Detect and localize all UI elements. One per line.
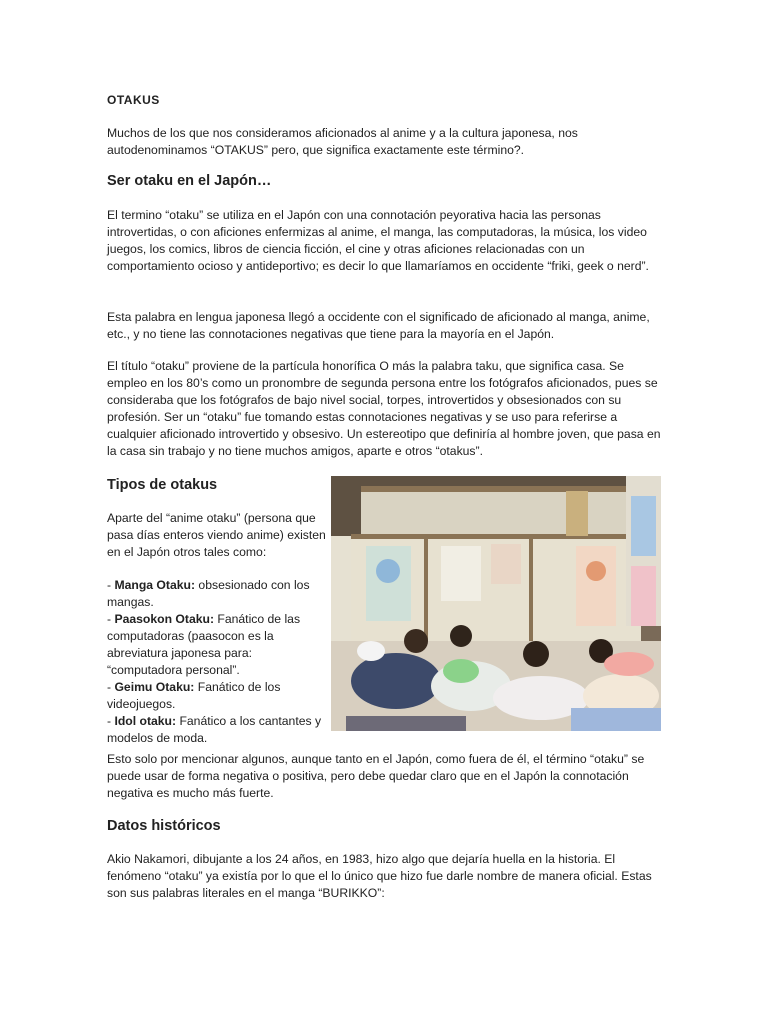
otaku-room-photo: [331, 476, 661, 731]
document-title: OTAKUS: [107, 93, 160, 107]
list-item-geimu-otaku: - Geimu Otaku: Fanático de los videojuegos.: [107, 680, 281, 711]
heading-ser-otaku: Ser otaku en el Japón…: [107, 173, 272, 189]
paragraph-ser-otaku-1: El termino “otaku” se utiliza en el Japón con una connotación peyorativa hacia las personas introvertidas, o con aficiones enfermizas al anime, el manga, las computadoras, la música, los video juegos, los comics, libros de ciencia ficción, el cine y otras aficiones relacionadas con un comportamiento ocioso y antideportivo; es decir lo que llamaríamos en occidente “friki, geek o nerd”.: [107, 208, 649, 273]
list-item-paasokon-otaku: - Paasokon Otaku: Fanático de las computadoras (paasocon es la abreviatura japonesa para: “computadora personal”.: [107, 612, 301, 677]
heading-datos-historicos: Datos históricos: [107, 818, 221, 834]
paragraph-datos-historicos: Akio Nakamori, dibujante a los 24 años, en 1983, hizo algo que dejaría huella en la historia. El fenómeno “otaku” ya existía por lo que el lo único que hizo fue darle nombre de manera oficial. Estas son sus palabras literales en el manga “BURIKKO”:: [107, 852, 652, 900]
intro-paragraph: Muchos de los que nos consideramos aficionados al anime y a la cultura japonesa, nos autodenominamos “OTAKUS” pero, que significa exactamente este término?.: [107, 126, 578, 157]
otaku-types-list: [107, 577, 329, 747]
heading-tipos-otakus: Tipos de otakus: [107, 477, 218, 493]
paragraph-ser-otaku-2: Esta palabra en lengua japonesa llegó a occidente con el significado de aficionado al manga, anime, etc., y no tiene las connotaciones negativas que tiene para la mayoría en el Japón.: [107, 310, 650, 341]
list-item-manga-otaku: - Manga Otaku: obsesionado con los mangas.: [107, 578, 310, 609]
list-item-idol-otaku: - Idol otaku: Fanático a los cantantes y modelos de moda.: [107, 714, 322, 745]
paragraph-tipos-intro: Aparte del “anime otaku” (persona que pasa días enteros viendo anime) existen en el Japón otros tales como:: [107, 511, 326, 559]
paragraph-tipos-closing: Esto solo por mencionar algunos, aunque tanto en el Japón, como fuera de él, el término “otaku” se puede usar de forma negativa o positiva, pero debe quedar claro que en el Japón la connotación negativa es mucho más fuerte.: [107, 752, 645, 800]
paragraph-ser-otaku-3: El título “otaku” proviene de la partícula honorífica O más la palabra taku, que significa casa. Se empleo en los 80’s como un pronombre de segunda persona entre los fotógrafos aficionados, pues se consideraba que los fotógrafos de bajo nivel social, torpes, introvertidos y obsesionados con su profesión. Ser un “otaku” fue tomando estas connotaciones negativas y se uso para referirse a cualquier aficionado introvertido y obsesivo. Un estereotipo que definiría al hombre joven, que pasa en la casa sin trabajo y no tiene muchos amigos, aparte e otros “otakus”.: [107, 359, 661, 458]
